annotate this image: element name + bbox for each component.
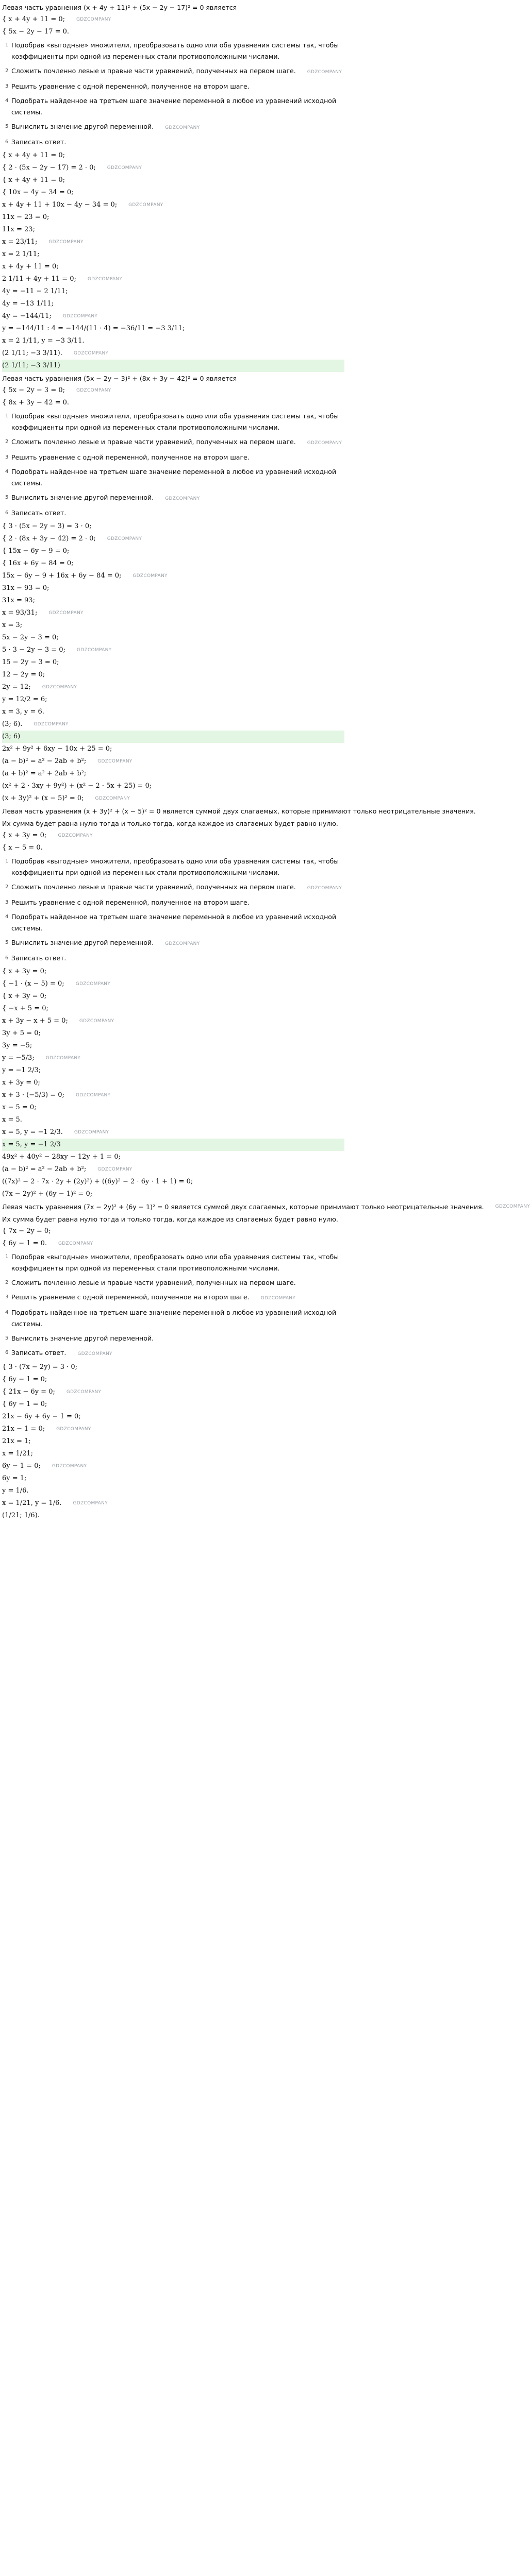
math-line: [2, 162, 344, 174]
math-line: [2, 224, 344, 236]
line-text: (a + b)² = a² + 2ab + b²;: [2, 770, 87, 778]
line-text: x + 4y + 11 + 10x − 4y − 34 = 0;: [2, 201, 118, 209]
watermark-text: GDZCOMPANY: [74, 1129, 109, 1135]
step-number: 5: [5, 124, 9, 129]
watermark-text: GDZCOMPANY: [97, 1166, 132, 1172]
math-line: [2, 1015, 344, 1027]
algorithm-step: [2, 1276, 344, 1290]
line-text: Вычислить значение другой переменной.: [11, 494, 154, 501]
math-line: [2, 632, 344, 644]
math-line: [2, 557, 344, 570]
line-text: Подобрать найденное на третьем шаге значение переменной в любое из уравнений исходной системы.: [11, 468, 337, 487]
math-line: [2, 1003, 344, 1015]
line-text: 15 − 2y − 3 = 0;: [2, 658, 59, 667]
line-text: 4y = −144/11;: [2, 312, 52, 320]
line-text: y = 1/6.: [2, 1487, 29, 1495]
step-number: 3: [5, 83, 9, 89]
line-text: Вычислить значение другой переменной.: [11, 123, 154, 130]
line-text: 6y − 1 = 0;: [2, 1462, 41, 1470]
algorithm-step: [2, 435, 344, 450]
line-text: { x + 4y + 11 = 0;: [2, 151, 65, 160]
line-text: Левая часть уравнения (5x − 2y − 3)² + (8x + 3y − 42)² = 0 является: [2, 374, 237, 382]
math-line: [2, 1435, 344, 1448]
math-line: [2, 1114, 344, 1126]
step-number: 6: [5, 510, 9, 516]
line-text: x = 1/21;: [2, 1450, 34, 1458]
watermark-text: GDZCOMPANY: [260, 1296, 296, 1301]
watermark-text: GDZCOMPANY: [165, 496, 200, 501]
algorithm-step: [2, 895, 344, 910]
math-line: [2, 1374, 344, 1386]
math-line: [2, 768, 344, 780]
line-text: Сложить почленно левые и правые части уравнений, полученных на первом шаге.: [11, 67, 296, 75]
math-line: [2, 261, 344, 273]
line-text: { 6y − 1 = 0.: [2, 1240, 47, 1248]
line-text: x + 3y − x + 5 = 0;: [2, 1017, 68, 1025]
line-text: x = 93/31;: [2, 609, 38, 617]
line-text: 2y = 12;: [2, 683, 31, 691]
math-line: [2, 545, 344, 557]
line-text: 4y = −11 − 2 1/11;: [2, 287, 68, 296]
line-text: { 5x − 2y − 3 = 0;: [2, 386, 65, 395]
line-text: y = 12/2 = 6;: [2, 696, 47, 704]
math-line: [2, 384, 344, 397]
line-text: Записать ответ.: [11, 954, 67, 962]
line-text: x = 3, y = 6.: [2, 708, 44, 716]
watermark-text: GDZCOMPANY: [75, 1092, 111, 1098]
math-line: [2, 1460, 344, 1472]
math-line: [2, 1411, 344, 1423]
math-line: [2, 780, 344, 792]
line-text: { 6y − 1 = 0;: [2, 1376, 47, 1384]
explanation-text: [2, 1, 344, 13]
watermark-text: GDZCOMPANY: [165, 125, 200, 130]
math-line: [2, 397, 344, 409]
step-number: 2: [5, 1280, 9, 1285]
math-line: [2, 965, 344, 978]
line-text: 31x = 93;: [2, 597, 35, 605]
math-line: [2, 990, 344, 1003]
line-text: Подобрав «выгодные» множители, преобразовать одно или оба уравнения системы так, чтобы коэффициенты при одной из переменных стали противоположными числами.: [11, 857, 339, 876]
line-text: Сложить почленно левые и правые части уравнений, полученных на первом шаге.: [11, 883, 296, 891]
line-text: Сложить почленно левые и правые части уравнений, полученных на первом шаге.: [11, 438, 296, 446]
line-text: 5 · 3 − 2y − 3 = 0;: [2, 646, 65, 654]
math-line: [2, 1448, 344, 1460]
math-line: [2, 1077, 344, 1089]
line-text: Записать ответ.: [11, 509, 67, 517]
math-line: [2, 1163, 344, 1176]
line-text: x = 5, y = −1 2/3.: [2, 1128, 63, 1137]
step-number: 4: [5, 98, 9, 104]
math-line: [2, 1225, 344, 1238]
step-number: 2: [5, 68, 9, 74]
line-text: x = 2 1/11;: [2, 250, 40, 259]
line-text: Вычислить значение другой переменной.: [11, 1334, 154, 1342]
line-text: Левая часть уравнения (x + 4y + 11)² + (5x − 2y − 17)² = 0 является: [2, 3, 237, 11]
step-number: 1: [5, 42, 9, 48]
algorithm-step: [2, 94, 344, 120]
math-line: [2, 1472, 344, 1485]
algorithm-step: [2, 450, 344, 465]
watermark-text: GDZCOMPANY: [73, 1500, 108, 1506]
watermark-text: GDZCOMPANY: [87, 276, 123, 282]
line-text: { 21x − 6y = 0;: [2, 1388, 55, 1396]
math-line: [2, 1101, 344, 1114]
line-text: y = −144/11 : 4 = −144/(11 · 4) = −36/11 = −3 3/11;: [2, 325, 185, 333]
line-text: (2 1/11; −3 3/11).: [2, 349, 62, 358]
line-text: { 7x − 2y = 0;: [2, 1227, 51, 1235]
line-text: 3y = −5;: [2, 1042, 32, 1050]
line-text: Решить уравнение с одной переменной, полученное на втором шаге.: [11, 453, 250, 461]
step-number: 3: [5, 1294, 9, 1300]
math-line: [2, 718, 344, 731]
math-line: [2, 978, 344, 990]
line-text: x = 23/11;: [2, 238, 38, 246]
math-line: [2, 706, 344, 718]
math-line: [2, 669, 344, 681]
math-line: [2, 1423, 344, 1435]
watermark-text: GDZCOMPANY: [48, 610, 84, 616]
step-number: 6: [5, 1350, 9, 1355]
math-line: [2, 595, 344, 607]
math-line: [2, 211, 344, 224]
step-number: 5: [5, 495, 9, 500]
watermark-text: GDZCOMPANY: [97, 758, 132, 764]
math-line: [2, 248, 344, 261]
line-text: (7x − 2y)² + (6y − 1)² = 0;: [2, 1190, 93, 1198]
math-line: [2, 1188, 344, 1200]
algorithm-step: [2, 1346, 344, 1361]
line-text: x + 3 · (−5/3) = 0;: [2, 1091, 64, 1099]
line-text: (2 1/11; −3 3/11): [2, 362, 60, 370]
line-text: Подобрав «выгодные» множители, преобразовать одно или оба уравнения системы так, чтобы коэффициенты при одной из переменных стали противоположными числами.: [11, 1253, 339, 1272]
watermark-text: GDZCOMPANY: [307, 886, 342, 891]
line-text: 4y = −13 1/11;: [2, 300, 54, 308]
line-text: Решить уравнение с одной переменной, полученное на втором шаге.: [11, 1293, 250, 1301]
math-line: [2, 298, 344, 310]
line-text: { 3 · (7x − 2y) = 3 · 0;: [2, 1363, 78, 1371]
algorithm-step: [2, 1250, 344, 1276]
math-line: [2, 1485, 344, 1497]
math-line: [2, 1238, 344, 1250]
watermark-text: GDZCOMPANY: [76, 16, 111, 22]
line-text: 21x − 6y + 6y − 1 = 0;: [2, 1413, 81, 1421]
line-text: Решить уравнение с одной переменной, полученное на втором шаге.: [11, 899, 250, 906]
line-text: ((7x)² − 2 · 7x · 2y + (2y)²) + ((6y)² − 2 · 6y · 1 + 1) = 0;: [2, 1178, 193, 1186]
line-text: 11x = 23;: [2, 226, 35, 234]
watermark-text: GDZCOMPANY: [58, 1241, 93, 1246]
line-text: { 3 · (5x − 2y − 3) = 3 · 0;: [2, 522, 92, 531]
math-line: [2, 1386, 344, 1398]
algorithm-step: [2, 1290, 344, 1306]
line-text: 6y = 1;: [2, 1475, 27, 1483]
line-text: 12 − 2y = 0;: [2, 671, 45, 679]
line-text: 21x = 1;: [2, 1437, 31, 1446]
line-text: x = 5, y = −1 2/3: [2, 1141, 61, 1149]
step-number: 4: [5, 469, 9, 474]
line-text: { 16x + 6y − 84 = 0;: [2, 560, 74, 568]
step-number: 6: [5, 955, 9, 961]
math-line: [2, 656, 344, 669]
line-text: x + 3y = 0;: [2, 1079, 40, 1087]
math-line: [2, 693, 344, 706]
line-text: { 15x − 6y − 9 = 0;: [2, 547, 70, 555]
line-text: (a − b)² = a² − 2ab + b²;: [2, 757, 87, 766]
watermark-text: GDZCOMPANY: [165, 941, 200, 946]
math-line: [2, 26, 344, 38]
math-line: [2, 644, 344, 656]
watermark-text: GDZCOMPANY: [42, 684, 77, 690]
line-text: 21x − 1 = 0;: [2, 1425, 45, 1433]
step-number: 5: [5, 1335, 9, 1341]
line-text: 15x − 6y − 9 + 16x + 6y − 84 = 0;: [2, 572, 122, 580]
watermark-text: GDZCOMPANY: [76, 387, 111, 393]
line-text: Сложить почленно левые и правые части уравнений, полученных на первом шаге.: [11, 1279, 296, 1286]
line-text: { 2 · (5x − 2y − 17) = 2 · 0;: [2, 164, 96, 172]
line-text: x − 5 = 0;: [2, 1104, 37, 1112]
math-line: [2, 335, 344, 347]
watermark-text: GDZCOMPANY: [66, 1389, 102, 1395]
answer-line: [2, 1139, 344, 1151]
line-text: Подобрав «выгодные» множители, преобразовать одно или оба уравнения системы так, чтобы коэффициенты при одной из переменных стали противоположными числами.: [11, 412, 339, 431]
watermark-text: GDZCOMPANY: [76, 647, 112, 653]
math-line: [2, 1040, 344, 1052]
line-text: { x + 4y + 11 = 0;: [2, 15, 65, 24]
math-line: [2, 149, 344, 162]
step-number: 2: [5, 884, 9, 890]
algorithm-step: [2, 506, 344, 520]
line-text: Записать ответ.: [11, 1349, 67, 1357]
step-number: 3: [5, 454, 9, 460]
watermark-text: GDZCOMPANY: [128, 202, 163, 208]
math-line: [2, 174, 344, 187]
explanation-text: [2, 805, 476, 817]
math-line: [2, 681, 344, 693]
watermark-text: GDZCOMPANY: [58, 833, 93, 838]
step-number: 1: [5, 858, 9, 864]
line-text: (1/21; 1/6).: [2, 1512, 40, 1520]
watermark-text: GDZCOMPANY: [132, 573, 168, 579]
line-text: x = 5.: [2, 1116, 22, 1124]
math-line: [2, 1176, 344, 1188]
line-text: { 6y − 1 = 0;: [2, 1400, 47, 1409]
math-line: [2, 570, 344, 582]
line-text: { 2 · (8x + 3y − 42) = 2 · 0;: [2, 535, 96, 543]
math-line: [2, 520, 344, 533]
math-line: [2, 199, 344, 211]
line-text: 49x² + 40y² − 28xy − 12y + 1 = 0;: [2, 1153, 121, 1161]
line-text: { x + 3y = 0;: [2, 832, 47, 840]
math-line: [2, 310, 344, 323]
line-text: { 5x − 2y − 17 = 0.: [2, 28, 70, 36]
math-line: [2, 285, 344, 298]
watermark-text: GDZCOMPANY: [48, 239, 84, 245]
watermark-text: GDZCOMPANY: [77, 1351, 112, 1357]
line-text: x = 2 1/11, y = −3 3/11.: [2, 337, 85, 345]
watermark-text: GDZCOMPANY: [107, 165, 142, 171]
line-text: (x + 3y)² + (x − 5)² = 0;: [2, 794, 84, 803]
algorithm-step: [2, 1331, 344, 1346]
algorithm-step: [2, 409, 344, 435]
math-line: [2, 236, 344, 248]
line-text: Подобрать найденное на третьем шаге значение переменной в любое из уравнений исходной системы.: [11, 1309, 337, 1328]
explanation-text: [2, 1200, 530, 1213]
step-number: 6: [5, 139, 9, 145]
math-line: [2, 1052, 344, 1064]
line-text: Их сумма будет равна нулю тогда и только тогда, когда каждое из слагаемых будет равно нулю.: [2, 819, 338, 827]
watermark-text: GDZCOMPANY: [52, 1463, 87, 1469]
watermark-text: GDZCOMPANY: [34, 721, 69, 727]
line-text: (3; 6): [2, 733, 21, 741]
watermark-text: GDZCOMPANY: [45, 1055, 81, 1061]
step-number: 1: [5, 413, 9, 419]
line-text: y = −1 2/3;: [2, 1066, 41, 1075]
line-text: x + 4y + 11 = 0;: [2, 263, 59, 271]
watermark-text: GDZCOMPANY: [107, 536, 142, 541]
watermark-text: GDZCOMPANY: [56, 1426, 91, 1432]
math-line: [2, 13, 344, 26]
step-number: 4: [5, 914, 9, 920]
math-line: [2, 582, 344, 595]
line-text: 11x − 23 = 0;: [2, 213, 49, 222]
line-text: Левая часть уравнения (x + 3y)² + (x − 5)² = 0 является суммой двух слагаемых, которые принимают только неотрицательные значения.: [2, 807, 476, 815]
line-text: { x + 4y + 11 = 0;: [2, 176, 65, 184]
watermark-text: GDZCOMPANY: [79, 1018, 114, 1024]
math-line: [2, 187, 344, 199]
math-line: [2, 1064, 344, 1077]
step-number: 3: [5, 900, 9, 905]
algorithm-step: [2, 951, 344, 965]
math-line: [2, 273, 344, 285]
explanation-text: [2, 1213, 344, 1225]
algorithm-step: [2, 135, 344, 149]
math-line: [2, 829, 344, 842]
watermark-text: GDZCOMPANY: [75, 981, 111, 987]
line-text: Левая часть уравнения (7x − 2y)² + (6y − 1)² = 0 является суммой двух слагаемых, которые принимают только неотрицательные значения.: [2, 1202, 484, 1211]
math-line: [2, 792, 344, 805]
answer-line: [2, 731, 344, 743]
math-line: [2, 1126, 344, 1139]
watermark-text: GDZCOMPANY: [62, 313, 98, 319]
line-text: 5x − 2y − 3 = 0;: [2, 634, 59, 642]
algorithm-step: [2, 1306, 344, 1331]
explanation-text: [2, 372, 344, 384]
line-text: 2 1/11 + 4y + 11 = 0;: [2, 275, 76, 283]
watermark-text: GDZCOMPANY: [307, 440, 342, 446]
line-text: (3; 6).: [2, 720, 23, 728]
watermark-text: GDZCOMPANY: [73, 350, 109, 356]
line-text: Вычислить значение другой переменной.: [11, 939, 154, 946]
line-text: Решить уравнение с одной переменной, полученное на втором шаге.: [11, 82, 250, 90]
math-line: [2, 533, 344, 545]
math-line: [2, 1151, 344, 1163]
math-line: [2, 743, 344, 755]
line-text: x = 1/21, y = 1/6.: [2, 1499, 62, 1507]
algorithm-step: [2, 79, 344, 94]
watermark-text: GDZCOMPANY: [495, 1204, 530, 1209]
math-line: [2, 1027, 344, 1040]
answer-line: [2, 360, 344, 372]
algorithm-step: [2, 465, 344, 490]
line-text: Подобрать найденное на третьем шаге значение переменной в любое из уравнений исходной системы.: [11, 97, 337, 116]
algorithm-step: [2, 936, 344, 951]
line-text: 31x − 93 = 0;: [2, 584, 49, 592]
line-text: { x + 3y = 0;: [2, 968, 47, 976]
watermark-text: GDZCOMPANY: [95, 795, 130, 801]
math-line: [2, 1361, 344, 1374]
math-line: [2, 1497, 344, 1510]
line-text: { 10x − 4y − 34 = 0;: [2, 189, 74, 197]
line-text: x = 3;: [2, 621, 23, 630]
algorithm-step: [2, 38, 344, 64]
algorithm-step: [2, 880, 344, 895]
algorithm-step: [2, 854, 344, 880]
line-text: (x² + 2 · 3xy + 9y²) + (x² − 2 · 5x + 25) = 0;: [2, 782, 152, 790]
line-text: { x + 3y = 0;: [2, 992, 47, 1001]
watermark-text: GDZCOMPANY: [307, 70, 342, 75]
math-line: [2, 1510, 344, 1522]
line-text: { −1 · (x − 5) = 0;: [2, 980, 64, 988]
math-line: [2, 619, 344, 632]
algorithm-step: [2, 490, 344, 506]
algorithm-step: [2, 64, 344, 79]
line-text: y = −5/3;: [2, 1054, 35, 1062]
math-line: [2, 755, 344, 768]
math-line: [2, 323, 344, 335]
line-text: Их сумма будет равна нулю тогда и только тогда, когда каждое из слагаемых будет равно нулю.: [2, 1215, 338, 1223]
line-text: { x − 5 = 0.: [2, 844, 43, 852]
algorithm-step: [2, 910, 344, 936]
line-text: Подобрав «выгодные» множители, преобразовать одно или оба уравнения системы так, чтобы коэффициенты при одной из переменных стали противоположными числами.: [11, 41, 339, 60]
step-number: 2: [5, 439, 9, 445]
line-text: Подобрать найденное на третьем шаге значение переменной в любое из уравнений исходной системы.: [11, 913, 337, 932]
math-line: [2, 1089, 344, 1101]
line-text: { −x + 5 = 0;: [2, 1005, 48, 1013]
line-text: 3y + 5 = 0;: [2, 1029, 41, 1038]
step-number: 5: [5, 940, 9, 945]
math-line: [2, 347, 344, 360]
explanation-text: [2, 817, 344, 829]
line-text: { 8x + 3y − 42 = 0.: [2, 399, 70, 407]
math-line: [2, 1398, 344, 1411]
math-line: [2, 842, 344, 854]
step-number: 4: [5, 1310, 9, 1315]
math-line: [2, 607, 344, 619]
line-text: 2x² + 9y² + 6xy − 10x + 25 = 0;: [2, 745, 112, 753]
line-text: Записать ответ.: [11, 138, 67, 146]
step-number: 1: [5, 1254, 9, 1260]
line-text: (a − b)² = a² − 2ab + b²;: [2, 1165, 87, 1174]
algorithm-step: [2, 120, 344, 135]
